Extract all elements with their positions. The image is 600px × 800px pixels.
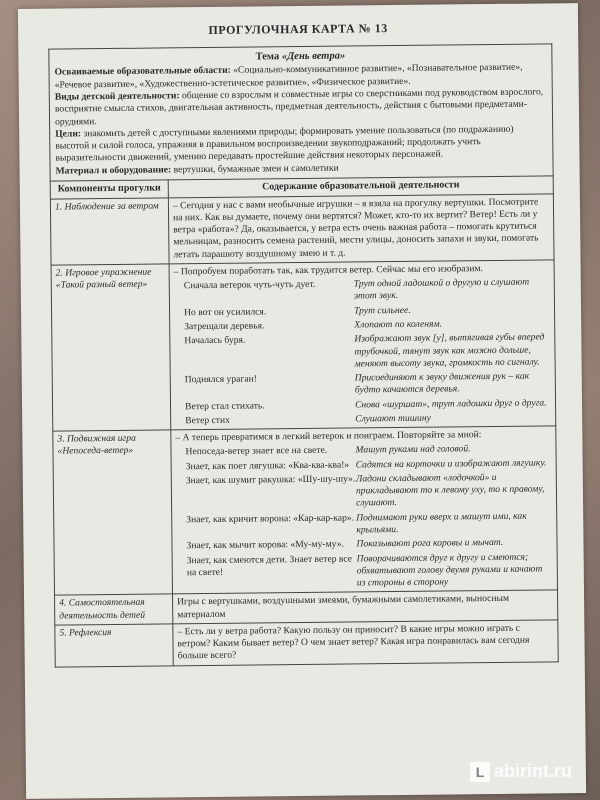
activities-line xyxy=(55,86,547,128)
row3-intro: – А теперь превратимся в легкий ветерок и поиграем. Повторяйте за мной: xyxy=(175,429,482,444)
list-item: Ветер стал стихать. Снова «шуршат», трут ладошки друг о друга. xyxy=(184,397,547,412)
areas-label: Осваиваемые образовательные области: xyxy=(54,65,231,79)
row4-text: Игры с вертушками, воздушными змеями, бумажными самолетиками, выносным материалом xyxy=(173,590,558,624)
table-row xyxy=(55,620,558,667)
row2-intro: – Попробуем поработать так, как трудится ветер. Сейчас мы его изобразим. xyxy=(173,263,483,278)
list-item: Знает, как кричит ворона: «Кар-кар-кар». Поднимают руки вверх и машут ими, как крыльями. xyxy=(186,510,527,536)
row3-content xyxy=(171,426,558,594)
watermark-text: abirint.ru xyxy=(493,761,572,781)
labirint-logo-icon: L xyxy=(470,762,490,782)
row1-name: 1. Наблюдение за ветром xyxy=(50,198,169,266)
table-row xyxy=(50,193,554,265)
list-item: Началась буря. Изображают звук [у], вытягивая губы вперед трубочкой, тянут звук как можно дольше, меняют высоту звука, громкость по сигналу. xyxy=(184,331,545,370)
list-item: Затрещали деревья. Хлопают по коленям. xyxy=(184,318,443,333)
goals-label: Цели: xyxy=(55,128,82,140)
goals-line xyxy=(55,123,547,165)
header-cell xyxy=(49,44,553,181)
table-row xyxy=(53,426,558,595)
list-item: Знает, как смеются дети. Знает ветер все на свете! Поворачиваются друг к другу и смеются; обхватывают голову двумя руками и качают из стороны в сторону xyxy=(186,551,543,589)
page-title: ПРОГУЛОЧНАЯ КАРТА № 13 xyxy=(208,21,388,37)
row2-name: 2. Игровое упражнение «Такой разный ветер» xyxy=(51,264,171,431)
activities-label: Виды детской деятельности: xyxy=(54,90,180,103)
row1-text: – Сегодня у нас с вами необычные игрушки – я взяла на прогулку вертушки. Посмотрите на них. Как вы думаете, почему они вертятся? Может, кто-то их вертит? Ветер! Есть ли у ветра «работа»? Да, оказывается, у ветра есть очень важная работа – помогать крутиться мельницам, разносить семена растений, мести улицы, доносить запахи и звуки, помогать летать парашюту воздушному змею и т. д. xyxy=(168,193,554,263)
row4-name: 4. Самостоятельная деятельность детей xyxy=(55,594,173,625)
activities-text: общение со взрослым и совместные игры со сверстниками под руководством взрослого, восприятие смысла стихов, двигательная активность, предметная деятельность, действия с бытовыми предметами-орудиями. xyxy=(54,86,544,128)
goals-text: знакомить детей с доступными явлениями природы; формировать умение пользоваться (по подражанию) высотой и силой голоса, упражняя в правильном воспроизведении звукоподражаний; продолжать учить выразительности движений, умению передавать простейшие действия некоторых персонажей. xyxy=(55,123,514,164)
column-header-content: Содержание образовательной деятельности xyxy=(168,176,553,198)
list-item: Знает, как шумит ракушка: «Шу-шу-шу». Ладони складывают «лодочкой» и прикладывают то к левому уху, то к правому, слушают. xyxy=(185,471,545,509)
row5-name: 5. Рефлексия xyxy=(55,624,173,667)
walk-card-table xyxy=(48,43,558,667)
row3-name: 3. Подвижная игра «Непоседа-ветер» xyxy=(53,430,173,595)
materials-label: Материал и оборудование: xyxy=(55,163,172,177)
list-item: Сначала ветерок чуть-чуть дует. Трут одной ладошкой о другую и слушают этот звук. xyxy=(183,276,530,302)
header-row xyxy=(49,44,553,181)
watermark-logo xyxy=(470,761,572,782)
table-row xyxy=(51,260,556,431)
list-item: Знает, как мычит корова: «Му-му-му». Показывают рога коровы и мычат. xyxy=(186,537,504,552)
list-item: Знает, как поет лягушка: «Ква-ква-ква!» Садятся на корточки и изображают лягушку. xyxy=(185,457,547,472)
document-page xyxy=(18,3,586,799)
list-item: Непоседа-ветер знает все на свете. Машут руками над головой. xyxy=(185,443,471,458)
column-header-components: Компоненты прогулки xyxy=(50,180,168,199)
list-item: Но вот он усилился. Трут сильнее. xyxy=(184,304,411,318)
tema-label: Тема xyxy=(255,51,280,63)
areas-text: «Социально-коммуникативное развитие», «Познавательное развитие», «Речевое развитие», «Художественно-эстетическое развитие», «Физическое развитие». xyxy=(54,62,523,91)
row5-text: – Есть ли у ветра работа? Какую пользу он приносит? В какие игры можно играть с ветром? Каким бывает ветер? О чем знает ветер? Какая игра понравилась вам сегодня больше всего? xyxy=(173,620,558,666)
tema-value: «День ветра» xyxy=(281,50,346,63)
materials-text: вертушки, бумажные змеи и самолетики xyxy=(173,162,339,175)
list-item: Ветер стих Слушают тишину xyxy=(185,412,431,427)
row2-content xyxy=(169,260,556,430)
list-item: Поднялся ураган! Присоединяют к звуку движения рук – как будто качаются деревья. xyxy=(184,370,530,396)
